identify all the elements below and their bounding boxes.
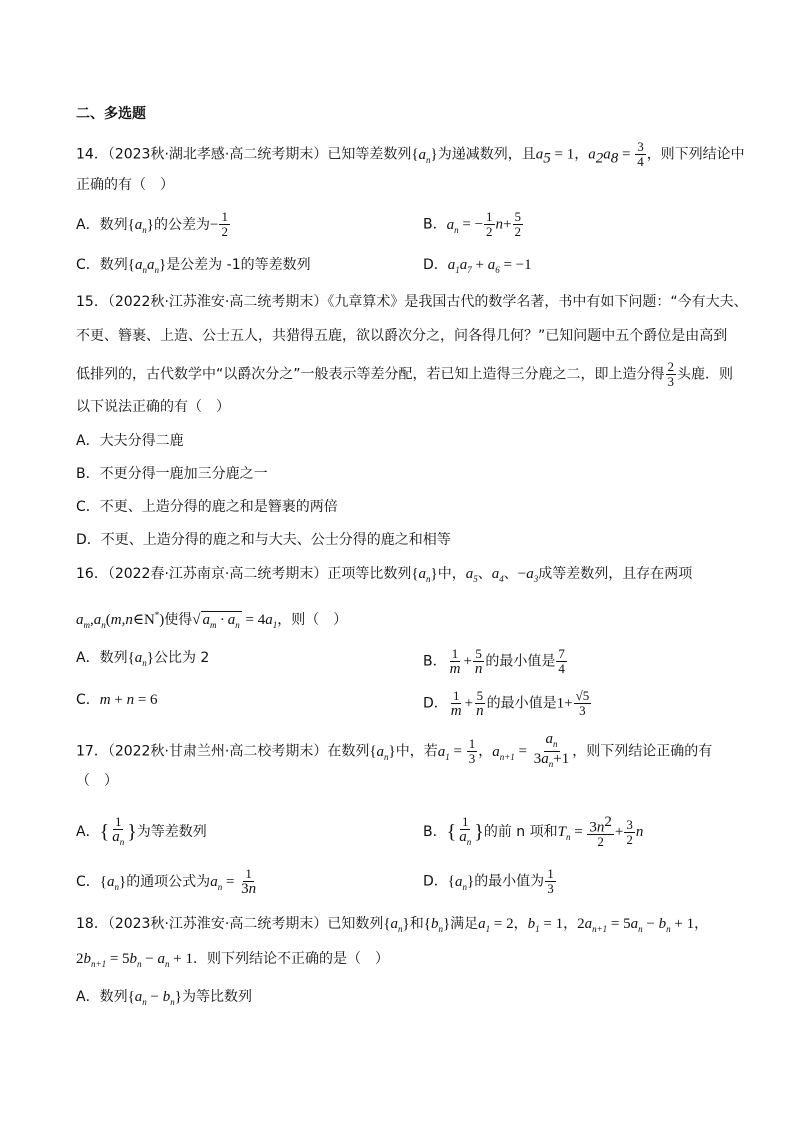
q16-stem-line2: $a_m,a_n(m,n\in N^*)$使得√ $a_m \cdot a_n = 4a_1$，则（ ） (76, 610, 348, 630)
q14-stem-line2: 正确的有（ ） (76, 177, 174, 193)
section-title: 二、多选题 (76, 106, 146, 122)
q17-stem-line2: （ ） (76, 773, 118, 789)
q16-option-b: B． $\frac{1}{m}$ + $\frac{5}{n}$ 的最小值是 $\frac{7}{4}$ (423, 646, 565, 677)
q16-stem-line1: 16．（2022春·江苏南京·高二统考期末）正项等比数列$\{a_n\}$中，$a_5$、$a_4$、$-a_3$成等差数列，且存在两项 (76, 566, 693, 584)
q15-line4: 以下说法正确的有（ ） (76, 399, 230, 415)
q16-option-d: D． $\frac{1}{m}$ + $\frac{5}{n}$ 的最小值是1+ $\frac{√5}{3}$ (423, 688, 590, 719)
q16-option-a: A．数列$\{a_n\}$公比为 2 (76, 650, 210, 668)
fraction: $\frac{2}{3}$ (667, 359, 675, 389)
q15-option-a: A．大夫分得二鹿 (76, 433, 184, 449)
q15-option-d: D．不更、上造分得的鹿之和与大夫、公士分得的鹿之和相等 (76, 532, 451, 548)
q15-line3: 低排列的，古代数学中“以爵次分之”一般表示等差分配，若已知上造得三分鹿之二，即上造分得 $\frac{2}{3}$ 头鹿．则 (76, 359, 734, 389)
q14-option-c: C．数列$\{a_na_n\}$是公差为 -1的等差数列 (76, 257, 311, 275)
fraction: $\frac{3}{4}$ (637, 139, 644, 169)
q17-options-ab (76, 815, 724, 849)
q14-stem-line1: 14．（2023秋·湖北孝感·高二统考期末）已知等差数列$\{a_n\}$为递减数列，且$a_5 = 1$，$a_2a_8$ = $\frac{3}{4}$ ，则下列结论中 (76, 139, 745, 169)
q17-option-a: A．{ $\frac{1}{a_n}$ }为等差数列 (76, 814, 207, 847)
q15-line1: 15．（2022秋·江苏淮安·高二统考期末）《九章算术》是我国古代的数学名著，书中有如下问题：“今有大夫、 (76, 294, 748, 310)
q17-option-d: D．$\{a_n\}$的最小值为 $\frac{1}{3}$ (423, 866, 554, 896)
q14-option-a: A．数列$\{a_n\}$的公差为− $\frac{1}{2}$ (76, 209, 228, 239)
q14-option-d: D．$a_1a_7 + a_6 = -1$ (423, 257, 532, 275)
q17-option-c: C．$\{a_n\}$的通项公式为$a_n$ = $\frac{1}{3n}$ (76, 866, 257, 897)
q14-options-cd (76, 254, 724, 281)
q18-stem-line2: $2b_{n+1} = 5b_n - a_n + 1$．则下列结论不正确的是（ ） (76, 951, 389, 969)
q16-options-ab (76, 646, 724, 677)
q16-option-c: C．m + n = 6 (76, 692, 158, 708)
q17-stem-line1: 17．（2022秋·甘肃兰州·高二校考期末）在数列$\{a_n\}$中，若$a_1$ = $\frac{1}{3}$ ，$a_{n+1}$ = $\frac{a_n}{3a_n+1}$ ，则下列结论正确的有 (76, 731, 713, 769)
q15-option-c: C．不更、上造分得的鹿之和是簪裹的两倍 (76, 499, 338, 515)
q14-options-ab (76, 210, 724, 241)
q14-option-b: B．$a_n$ = − $\frac{1}{2}$ n+ $\frac{5}{2}$ (423, 209, 521, 239)
q15-option-b: B．不更分得一鹿加三分鹿之一 (76, 466, 268, 482)
q18-option-a: A．数列$\{a_n - b_n\}$为等比数列 (76, 989, 252, 1007)
q18-stem-line1: 18．（2023秋·江苏淮安·高二统考期末）已知数列$\{a_n\}$和$\{b_n\}$满足$a_1 = 2$，$b_1 = 1$，$2a_{n+1} = 5a_n - b_n + 1$， (76, 916, 709, 934)
q15-line2: 不更、簪裹、上造、公士五人，共猎得五鹿，欲以爵次分之，问各得几何？”已知问题中五个爵位是由高到 (76, 328, 728, 344)
q16-options-cd (76, 688, 724, 719)
q17-options-cd (76, 867, 724, 898)
q17-option-b: B．{ $\frac{1}{a_n}$ }的前 n 项和$T_n$ = $\frac{3n^2}{2}$ + $\frac{3}{2}$ n (423, 814, 644, 850)
